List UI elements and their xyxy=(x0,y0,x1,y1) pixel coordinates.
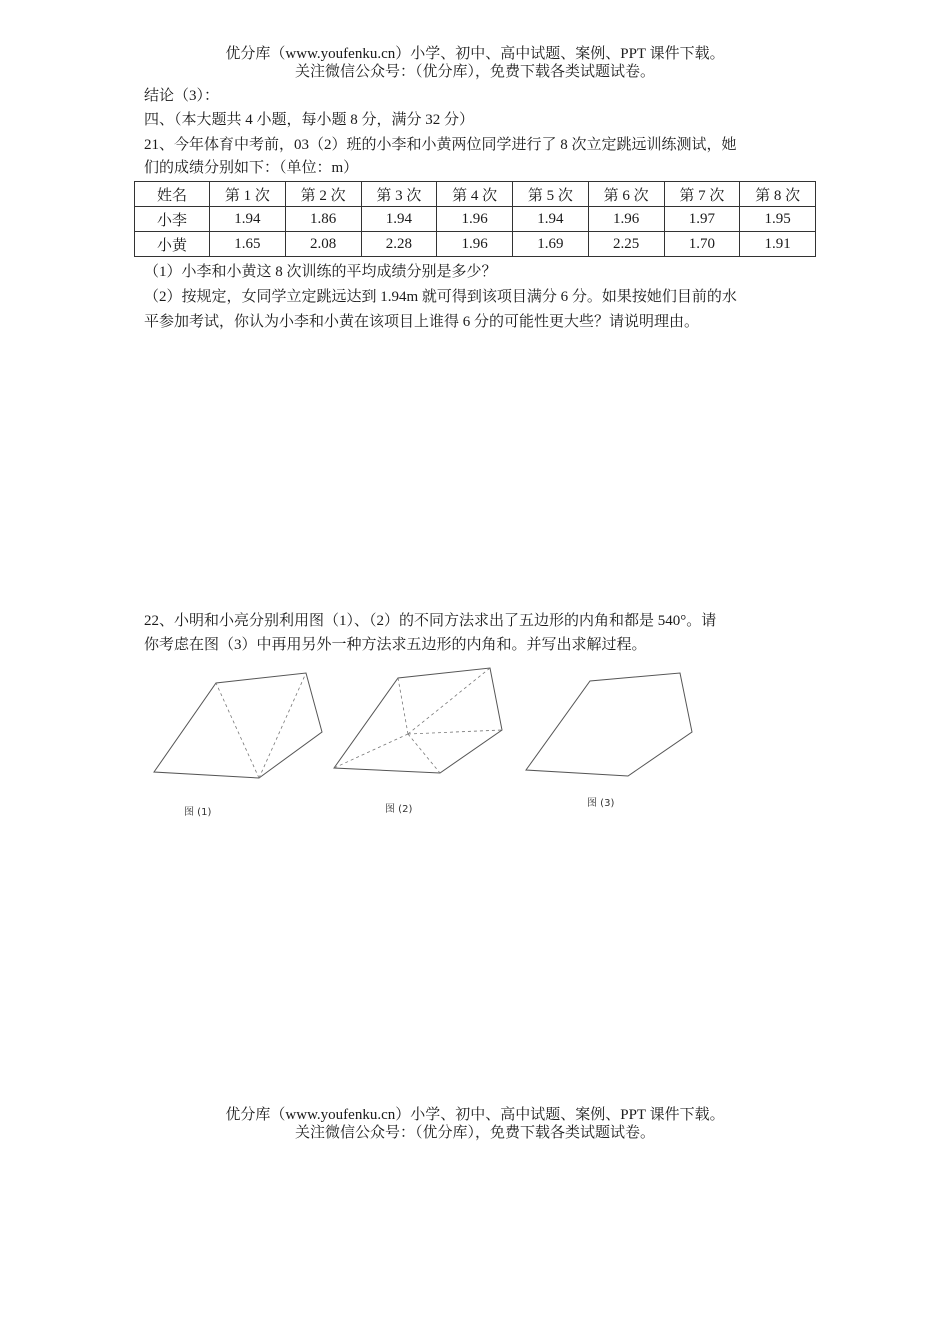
figure-3-caption: 图 (3) xyxy=(587,798,615,809)
figure-1-caption: 图 (1) xyxy=(184,807,212,818)
table-cell: 1.94 xyxy=(513,207,589,232)
table-cell: 1.91 xyxy=(740,232,816,257)
figure-2-caption: 图 (2) xyxy=(385,804,413,815)
table-cell: 2.28 xyxy=(361,232,437,257)
header-line-1: 优分库（www.youfenku.cn）小学、初中、高中试题、案例、PPT 课件下载。 xyxy=(225,46,725,62)
table-cell: 1.97 xyxy=(664,207,740,232)
q21-intro-line-2: 们的成绩分别如下：（单位：m） xyxy=(144,160,359,176)
table-cell: 小黄 xyxy=(135,232,210,257)
conclusion-3: 结论（3）： xyxy=(144,88,220,104)
table-cell: 1.94 xyxy=(210,207,286,232)
table-header-cell: 第 2 次 xyxy=(285,182,361,207)
table-cell: 1.65 xyxy=(210,232,286,257)
table-cell: 小李 xyxy=(135,207,210,232)
q22-line-2: 你考虑在图（3）中再用另外一种方法求五边形的内角和。并写出求解过程。 xyxy=(144,637,647,653)
table-cell: 1.96 xyxy=(437,232,513,257)
table-cell: 1.70 xyxy=(664,232,740,257)
table-cell: 1.95 xyxy=(740,207,816,232)
q21-part-1: （1）小李和小黄这 8 次训练的平均成绩分别是多少？ xyxy=(144,264,497,280)
table-cell: 1.69 xyxy=(513,232,589,257)
table-header-cell: 第 5 次 xyxy=(513,182,589,207)
footer-line-1: 优分库（www.youfenku.cn）小学、初中、高中试题、案例、PPT 课件下载。 xyxy=(225,1107,725,1123)
table-cell: 1.86 xyxy=(285,207,361,232)
q21-part-2-line-2: 平参加考试，你认为小李和小黄在该项目上谁得 6 分的可能性更大些？请说明理由。 xyxy=(144,314,700,330)
section-4-heading: 四、（本大题共 4 小题，每小题 8 分，满分 32 分） xyxy=(144,112,475,128)
table-cell: 2.25 xyxy=(588,232,664,257)
figure-1-pentagon xyxy=(154,673,322,778)
header-line-2: 关注微信公众号：（优分库），免费下载各类试题试卷。 xyxy=(294,64,655,80)
figure-3-pentagon xyxy=(526,673,692,776)
table-cell: 1.94 xyxy=(361,207,437,232)
footer-line-2: 关注微信公众号：（优分库），免费下载各类试题试卷。 xyxy=(294,1125,655,1141)
q21-intro-line-1: 21、今年体育中考前，03（2）班的小李和小黄两位同学进行了 8 次立定跳远训练测试，她 xyxy=(144,137,737,153)
table-header-cell: 第 3 次 xyxy=(361,182,437,207)
table-header-cell: 第 4 次 xyxy=(437,182,513,207)
table-header-cell: 姓名 xyxy=(135,182,210,207)
q22-line-1: 22、小明和小亮分别利用图（1）、（2）的不同方法求出了五边形的内角和都是 540°。请 xyxy=(144,613,717,629)
table-header-cell: 第 7 次 xyxy=(664,182,740,207)
table-cell: 2.08 xyxy=(285,232,361,257)
table-header-cell: 第 8 次 xyxy=(740,182,816,207)
table-header-cell: 第 1 次 xyxy=(210,182,286,207)
table-cell: 1.96 xyxy=(437,207,513,232)
q21-part-2-line-1: （2）按规定，女同学立定跳远达到 1.94m 就可得到该项目满分 6 分。如果按她们目前的水 xyxy=(144,289,737,305)
table-cell: 1.96 xyxy=(588,207,664,232)
figure-2-pentagon xyxy=(334,668,502,773)
table-header-cell: 第 6 次 xyxy=(588,182,664,207)
